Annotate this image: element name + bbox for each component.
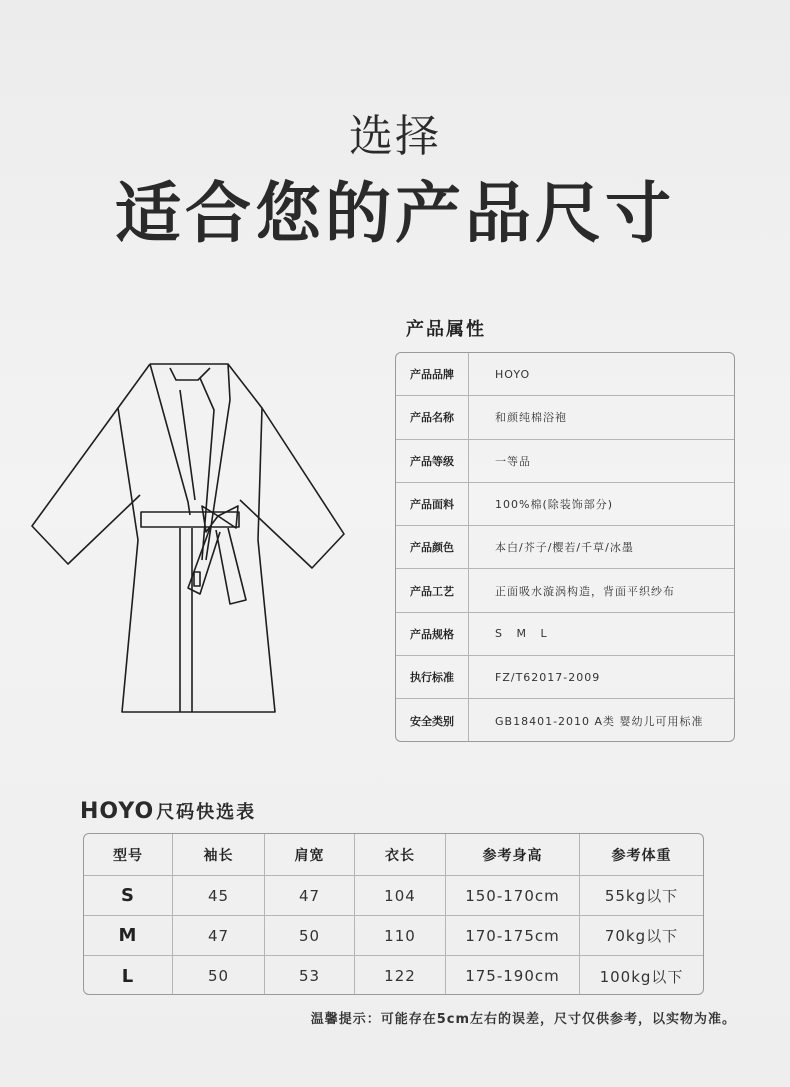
table-header-cell: 参考身高 (446, 834, 580, 875)
table-cell: L (84, 956, 173, 995)
table-header-cell: 衣长 (355, 834, 446, 875)
size-chart-table (83, 833, 704, 995)
attr-row (396, 569, 734, 612)
table-cell: 110 (355, 916, 446, 955)
table-cell: 47 (265, 876, 355, 915)
table-header-cell: 参考体重 (611, 847, 672, 864)
attr-value: S M L (495, 627, 548, 641)
size-chart-header (80, 798, 256, 824)
attr-key: 产品规格 (396, 613, 469, 655)
table-cell: 70kg以下 (604, 927, 679, 945)
table-header-cell: 袖长 (173, 834, 265, 875)
table-cell: 50 (265, 916, 355, 955)
robe-body (118, 364, 275, 712)
hero-subtitle: 选择 (349, 111, 441, 162)
hero-title: 适合您的产品尺寸 (115, 175, 675, 252)
size-chart-title: 尺码快选表 (156, 802, 257, 823)
attr-key: 产品名称 (396, 396, 469, 438)
attr-key: 产品颜色 (396, 526, 469, 568)
attr-row (396, 613, 734, 656)
table-row (84, 876, 703, 916)
table-row (84, 916, 703, 956)
robe-collar-left-fold (170, 368, 210, 380)
table-cell: 150-170cm (446, 876, 580, 915)
table-cell: 45 (173, 876, 265, 915)
attr-key: 产品等级 (396, 440, 469, 482)
table-cell: 47 (173, 916, 265, 955)
attr-value: 正面吸水漩涡构造，背面平织纱布 (495, 584, 675, 598)
attr-value: 和颜纯棉浴袍 (495, 411, 567, 425)
attr-key: 产品工艺 (396, 569, 469, 611)
robe-belt-knot (202, 506, 238, 532)
table-cell: 122 (355, 956, 446, 995)
table-header-row (84, 834, 703, 876)
table-cell: 55kg以下 (604, 887, 679, 905)
table-cell: 170-175cm (446, 916, 580, 955)
attr-value: HOYO (495, 367, 531, 381)
robe-left-sleeve (32, 408, 140, 564)
attr-key: 产品品牌 (396, 353, 469, 395)
robe-belt-tag (194, 572, 200, 586)
attr-row (396, 526, 734, 569)
table-cell: S (84, 876, 173, 915)
attr-value: FZ/T62017-2009 (495, 670, 601, 684)
table-cell: 104 (355, 876, 446, 915)
robe-belt-tail-right (216, 528, 246, 604)
robe-right-sleeve (240, 408, 344, 568)
brand-logo: HOYO (80, 799, 155, 824)
attr-value: 100%棉(除装饰部分) (495, 498, 614, 512)
attr-row (396, 699, 734, 742)
table-cell: 53 (265, 956, 355, 995)
attr-row (396, 656, 734, 699)
attr-value: 一等品 (495, 454, 531, 468)
table-cell: 175-190cm (446, 956, 580, 995)
disclaimer-note: 温馨提示：可能存在5cm左右的误差，尺寸仅供参考，以实物为准。 (310, 1012, 736, 1027)
table-cell: 50 (173, 956, 265, 995)
table-header-cell: 型号 (84, 834, 173, 875)
attr-value: GB18401-2010 A类 婴幼儿可用标准 (495, 715, 704, 729)
attr-row (396, 396, 734, 439)
robe-front-placket (180, 528, 192, 712)
attr-value: 本白/芥子/樱若/千草/冰墨 (495, 541, 634, 555)
table-cell: 100kg以下 (599, 967, 684, 986)
attr-row (396, 353, 734, 396)
attr-key: 执行标准 (396, 656, 469, 698)
attributes-table (395, 352, 735, 742)
bathrobe-illustration (30, 350, 350, 730)
attr-key: 安全类别 (396, 699, 469, 742)
table-header-cell: 肩宽 (265, 834, 355, 875)
table-cell: M (84, 916, 173, 955)
attributes-title: 产品属性 (406, 319, 486, 340)
attr-key: 产品面料 (396, 483, 469, 525)
attr-row (396, 440, 734, 483)
robe-collar-inner (150, 364, 190, 515)
attr-row (396, 483, 734, 526)
table-row (84, 956, 703, 995)
